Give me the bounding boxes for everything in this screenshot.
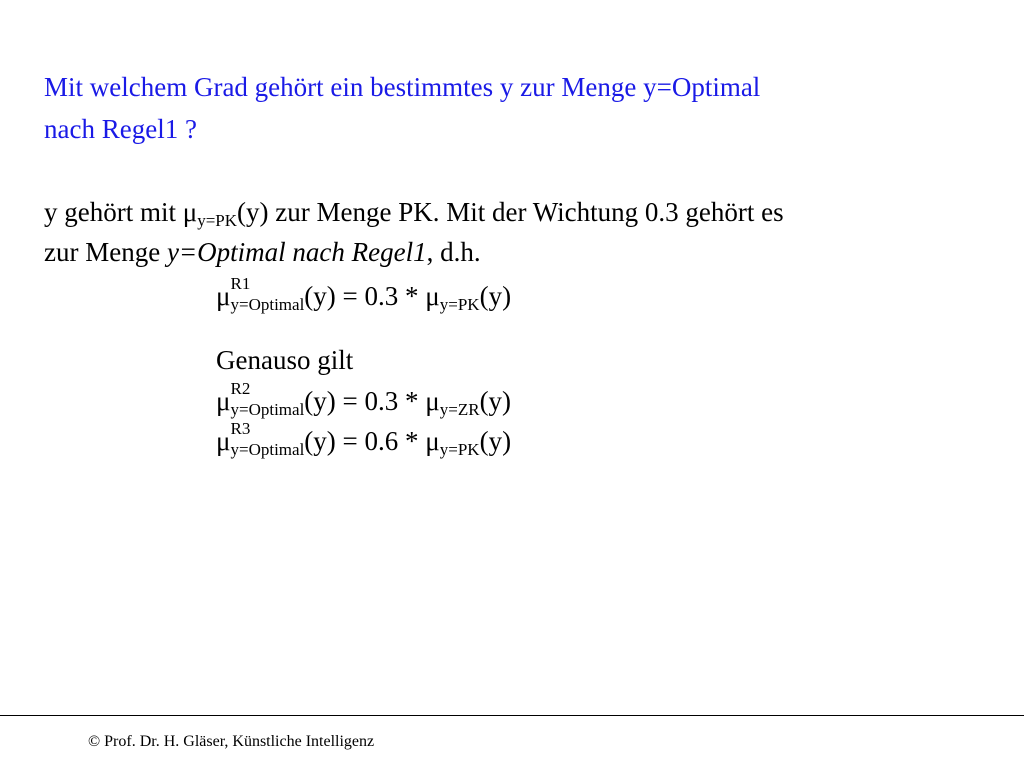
superscript: R2 — [230, 379, 251, 398]
mu-symbol: μ — [216, 281, 231, 311]
formula-text: (y) = 0.6 * — [304, 426, 426, 456]
footer-copyright: © Prof. Dr. H. Gläser, Künstliche Intelligenz — [88, 733, 375, 750]
formula-r3 — [216, 419, 512, 459]
paragraph-text: y gehört mit — [44, 197, 183, 227]
formula-text: (y) = 0.3 * — [304, 386, 426, 416]
mu-symbol: μ — [425, 386, 440, 416]
superscript: R3 — [230, 419, 251, 438]
paragraph-text: (y) zur Menge PK. Mit der Wichtung 0.3 gehört es — [237, 197, 784, 227]
subscript: y=PK — [197, 211, 238, 230]
formula-text: (y) — [479, 426, 512, 456]
subscript: y=Optimal — [230, 440, 305, 459]
subscript: y=PK — [439, 295, 480, 314]
question-line-1: Mit welchem Grad gehört ein bestimmtes y zur Menge y=Optimal — [44, 72, 761, 102]
italic-term: y=Optimal nach Regel1 — [166, 237, 427, 267]
mu-symbol: μ — [216, 386, 231, 416]
mu-symbol: μ — [425, 426, 440, 456]
subscript: y=Optimal — [230, 400, 305, 419]
paragraph-line-1 — [44, 197, 784, 230]
formula-indices — [230, 274, 305, 314]
formula-r1 — [216, 274, 512, 314]
subscript: y=Optimal — [230, 295, 305, 314]
subscript: y=ZR — [439, 400, 480, 419]
subscript: y=PK — [439, 440, 480, 459]
paragraph-line-2 — [44, 239, 481, 266]
formula-text: (y) — [479, 386, 512, 416]
formula-r2 — [216, 379, 512, 419]
paragraph-text: zur Menge — [44, 237, 167, 267]
formula-text: (y) — [479, 281, 512, 311]
mu-symbol: μ — [216, 426, 231, 456]
formula-indices — [230, 419, 305, 459]
mu-symbol: μ — [182, 197, 198, 227]
paragraph-text: , d.h. — [426, 237, 481, 267]
mu-symbol: μ — [425, 281, 440, 311]
superscript: R1 — [230, 274, 251, 293]
genauso-gilt: Genauso gilt — [216, 345, 354, 375]
formula-text: (y) = 0.3 * — [304, 281, 426, 311]
question-line-2: nach Regel1 ? — [44, 114, 197, 144]
formula-indices — [230, 379, 305, 419]
footer-divider — [0, 715, 1024, 716]
